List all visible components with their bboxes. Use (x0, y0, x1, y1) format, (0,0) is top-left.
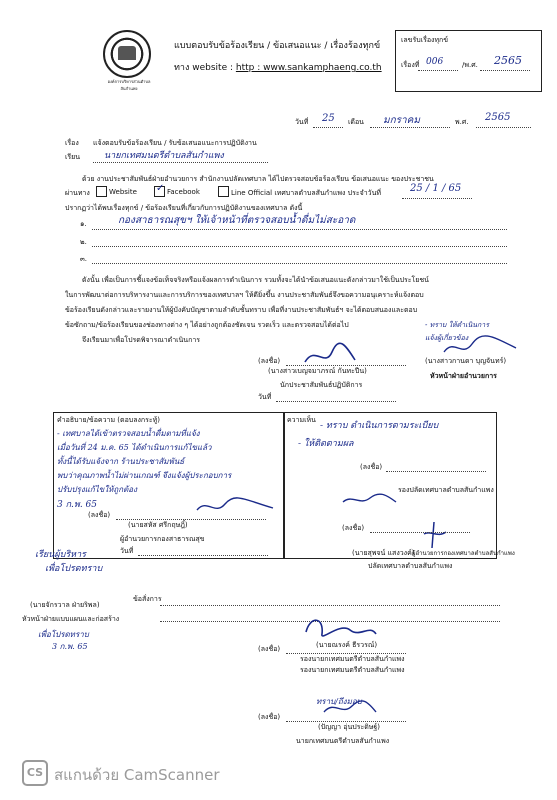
order-sign-label: (ลงชื่อ) (258, 645, 281, 653)
logo-seal (103, 30, 151, 78)
item2-num: ๒. (80, 238, 87, 246)
line-option: Line Official เทศบาลตำบลสันกำแพง ประจำวันที่ (231, 189, 381, 197)
pr-sign-label: (ลงชื่อ) (258, 357, 281, 365)
mayor-sign-label: (ลงชื่อ) (258, 713, 281, 721)
director-signature (195, 496, 275, 518)
month-label: เดือน (348, 118, 364, 126)
facebook-option: Facebook (167, 188, 200, 196)
receipt-no-label: เรื่องที่ (401, 61, 420, 69)
opinion-line2: - ให้ติดตามผล (298, 439, 354, 449)
item1-text: กองสาธารณสุขฯ ให้เจ้าหน้าที่ตรวจสอบน้ำดื่มไม่สะอาด (118, 215, 356, 226)
check-mark-icon: ✓ (156, 183, 165, 194)
deputy-sign-label: (ลงชื่อ) (360, 463, 383, 471)
body-para7: จึงเรียนมาเพื่อโปรดพิจารณาดำเนินการ (82, 336, 201, 344)
head-position: หัวหน้าฝ่ายอำนวยการ (430, 372, 497, 380)
body-para4: ในการพัฒนาต่อการบริหารงานและการบริการของเทศบาลฯ ให้ดียิ่งขึ้น งานประชาสัมพันธ์จึงขอความอนุเคราะห์แจ้งตอบ (65, 291, 424, 299)
body-para3: ดังนั้น เพื่อเป็นการชี้แจงข้อเท็จจริงหรือแจ้งผลการดำเนินการ รวมทั้งจะได้นำข้อเสนอแนะดังกล่าวมาใช้เป็นประโยชน์ (82, 276, 429, 284)
deputy-position: รองปลัดเทศบาลตำบลสันกำแพง (398, 486, 494, 494)
camscanner-logo-icon: CS (22, 760, 48, 786)
logo-text: องค์การบริหารส่วนตำบลสันกำแพง (107, 79, 151, 91)
website-url[interactable]: http : www.sankamphaeng.co.th (235, 63, 382, 73)
website-checkbox[interactable] (96, 186, 107, 197)
explanation-date: 3 ก.พ. 65 (57, 500, 98, 510)
day-label: วันที่ (295, 118, 309, 126)
year-value: 2565 (485, 112, 511, 123)
receipt-no: 006 (426, 57, 444, 67)
item3-num: ๓. (80, 255, 88, 263)
website-option: Website (109, 188, 137, 196)
director-position: ผู้อำนวยการกองสาธารณสุข (120, 535, 205, 543)
explanation-line4: พบว่าคุณภาพน้ำไม่ผ่านเกณฑ์ จึงแจ้งผู้ประกอบการ (57, 471, 232, 480)
camscanner-text: สแกนด้วย CamScanner (54, 766, 220, 784)
day-value: 25 (322, 113, 335, 124)
temple-icon (118, 46, 136, 60)
year-label: พ.ศ. (455, 118, 469, 126)
body-para1: ด้วย งานประชาสัมพันธ์ฝ่ายอำนวยการ สำนักงานปลัดเทศบาล ได้ไปตรวจสอบข้อร้องเรียน ข้อเสนอแนะ ของประชาชน (82, 175, 434, 183)
mayor-signature (320, 698, 380, 720)
pr-position: นักประชาสัมพันธ์ปฏิบัติการ (280, 381, 363, 389)
order-title: ข้อสั่งการ (133, 595, 162, 603)
receipt-year: 2565 (494, 54, 522, 67)
clerk-signature (420, 520, 450, 550)
body-para5: ข้อร้องเรียนดังกล่าวและรายงานให้ผู้บังคับบัญชาตามลำดับชั้นทราบ เพื่อที่งานประชาสัมพันธ์ฯ จะได้ตอบสนองและตอบ (65, 306, 418, 314)
director-name: (นายสหัส ศรีกฤษฎิ์) (128, 521, 188, 529)
left-note-date: 3 ก.พ. 65 (52, 642, 88, 651)
website-label: ทาง website : (174, 63, 234, 73)
left-note-position: หัวหน้าฝ่ายแบบแผนและก่อสร้าง (22, 615, 120, 623)
explanation-title: คำอธิบาย/ข้อความ (ตอบลงกระทู้) (57, 416, 161, 424)
subject-text: แจ้งตอบรับข้อร้องเรียน / รับข้อเสนอแนะการปฏิบัติงาน (93, 139, 257, 147)
mayor-position: นายกเทศมนตรีตำบลสันกำแพง (296, 737, 390, 745)
subject-label: เรื่อง (65, 139, 79, 147)
deputy-signature (340, 492, 400, 508)
to-value: นายกเทศมนตรีตำบลสันกำแพง (104, 151, 224, 161)
clerk-sign-label: (ลงชื่อ) (342, 524, 365, 532)
left-note-name: (นายจักรวาล ฝ่ายริพล) (30, 601, 100, 609)
pr-date-label: วันที่ (258, 393, 272, 401)
body-para6: ข้อซักถาม/ข้อร้องเรียนของช่องทางต่าง ๆ ได้อย่างถูกต้องชัดเจน รวดเร็ว และตรวจสอบได้ต่อไป (65, 321, 349, 329)
left-note-line3: เพื่อโปรดทราบ (38, 630, 89, 639)
body-para2: ปรากฏว่าได้พบเรื่องทุกข์ / ข้อร้องเรียนที่เกี่ยวกับการปฏิบัติงานของเทศบาล ดังนี้ (65, 204, 303, 212)
left-note-line2: เพื่อโปรดทราบ (45, 564, 103, 574)
pr-note-right2: แจ้งผู้เกี่ยวข้อง (425, 334, 469, 342)
form-title: แบบตอบรับข้อร้องเรียน / ข้อเสนอแนะ / เรื่องร้องทุกข์ (174, 41, 381, 51)
pr-note-right1: - ทราบ ให้ดำเนินการ (425, 321, 489, 329)
director-date-label: วันที่ (120, 547, 134, 555)
clerk-position-a: ผู้อำนวยการกองเทศบาลตำบลสันกำแพง (412, 550, 515, 557)
deputy-mayor-name: (นายณรงค์ ธีรวรณ์) (316, 641, 378, 649)
facebook-checkbox[interactable] (154, 183, 165, 197)
mayor-ack: ทราบ/ถึงมอบ (316, 697, 362, 706)
pr-name: (นางสาวเบญจมาภรณ์ กันทะปีน) (268, 367, 367, 375)
line-checkbox[interactable] (218, 186, 229, 197)
explanation-line5: ปรับปรุงแก้ไขให้ถูกต้อง (57, 485, 137, 494)
channel-date: 25 / 1 / 65 (410, 183, 462, 194)
deputy-mayor-position1: รองนายกเทศมนตรีตำบลสันกำแพง (300, 655, 405, 663)
to-label: เรียน (65, 153, 81, 161)
clerk-position-b: ปลัดเทศบาลตำบลสันกำแพง (368, 562, 453, 570)
explanation-line3: ทั้งนี้ได้รับแจ้งจาก ร้านประชาสัมพันธ์ (57, 457, 185, 466)
opinion-line1: - ทราบ ดำเนินการตามระเบียบ (320, 421, 439, 431)
item1-num: ๑. (80, 220, 87, 228)
left-note-line1: เรียนผู้บริหาร (35, 550, 86, 560)
opinion-title: ความเห็น (287, 416, 316, 424)
head-name: (นางสาวกานดา บุญจันทร์) (425, 357, 507, 365)
explanation-line1: - เทศบาลได้เข้าตรวจสอบน้ำดื่มตามที่แจ้ง (57, 429, 200, 438)
deputy-mayor-position2: รองนายกเทศมนตรีตำบลสันกำแพง (300, 666, 405, 674)
clerk-name: (นายสุพจน์ แสงวงค์) (352, 549, 415, 557)
mayor-name: (ปัญญา อุ่นประดิษฐ์) (318, 723, 380, 731)
receipt-year-label: /พ.ศ. (462, 61, 478, 69)
director-sign-label: (ลงชื่อ) (88, 511, 111, 519)
receipt-label: เลขรับเรื่องทุกข์ (401, 36, 449, 44)
channel-label: ผ่านทาง (65, 189, 90, 197)
explanation-line2: เมื่อวันที่ 24 ม.ค. 65 ได้ดำเนินการแก้ไขแล้ว (57, 443, 212, 452)
month-value: มกราคม (383, 115, 420, 126)
